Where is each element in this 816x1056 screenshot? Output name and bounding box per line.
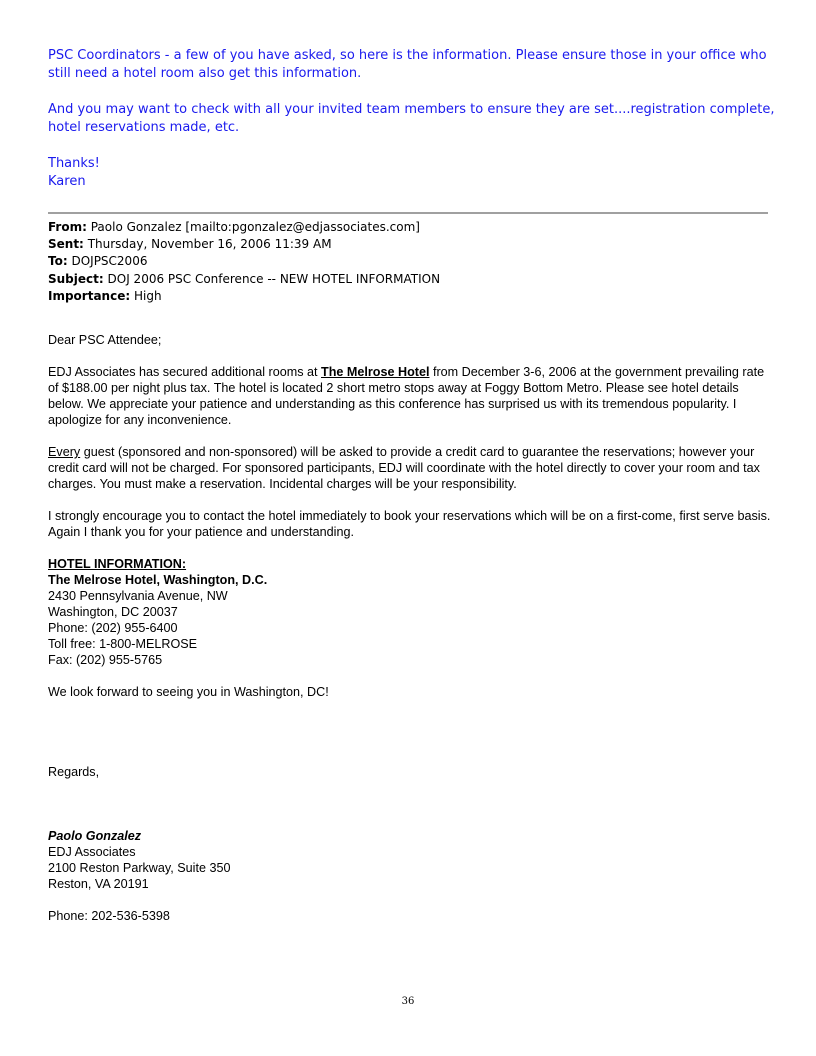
paragraph-2: Every guest (sponsored and non-sponsored) will be asked to provide a credit card to guarantee the reservations; however your credit card will not be charged. For sponsored participants, EDJ will coordinate with the hotel directly to cover your room and tax charges. You must make a reservation. Incidental charges will be your responsibility. xyxy=(48,445,760,491)
signature-phone: Phone: 202-536-5398 xyxy=(48,909,170,923)
importance-value: High xyxy=(133,288,162,303)
email-header xyxy=(48,219,768,305)
forward-thanks: Thanks! xyxy=(48,156,100,171)
hotel-name-link: The Melrose Hotel xyxy=(321,365,430,379)
subject-line xyxy=(48,271,768,288)
hotel-phone: Phone: (202) 955-6400 xyxy=(48,621,178,635)
regards: Regards, xyxy=(48,765,100,779)
subject-value: DOJ 2006 PSC Conference -- NEW HOTEL INFORMATION xyxy=(107,271,441,286)
paragraph-3: I strongly encourage you to contact the hotel immediately to book your reservations which will be on a first-come, first serve basis. Again I thank you for your patience and understanding. xyxy=(48,509,771,539)
signature-name: Paolo Gonzalez xyxy=(48,829,142,843)
hotel-address-1: 2430 Pennsylvania Avenue, NW xyxy=(48,589,228,603)
sent-label: Sent: xyxy=(48,237,84,252)
from-value: Paolo Gonzalez [mailto:pgonzalez@edjassociates.com] xyxy=(90,220,420,234)
forward-note xyxy=(48,47,778,191)
greeting: Dear PSC Attendee; xyxy=(48,333,162,347)
divider xyxy=(48,212,768,214)
sent-value: Thursday, November 16, 2006 11:39 AM xyxy=(87,237,332,252)
email-body xyxy=(48,332,773,924)
hotel-fax: Fax: (202) 955-5765 xyxy=(48,653,163,667)
forward-paragraph-1: PSC Coordinators - a few of you have asked, so here is the information. Please ensure those in your office who still need a hotel room also get this information. xyxy=(48,48,767,81)
hotel-tollfree: Toll free: 1-800-MELROSE xyxy=(48,637,198,651)
signature-address-2: Reston, VA 20191 xyxy=(48,877,149,891)
importance-line xyxy=(48,288,768,305)
to-label: To: xyxy=(48,254,68,269)
forward-signature: Karen xyxy=(48,174,86,189)
importance-label: Importance: xyxy=(48,288,131,303)
paragraph-1: EDJ Associates has secured additional rooms at The Melrose Hotel from December 3-6, 2006 at the government prevailing rate of $188.00 per night plus tax. The hotel is located 2 short metro stops away at Foggy Bottom Metro. Please see hotel details below. We appreciate your patience and understanding as this conference has surprised us with its tremendous popularity. I apologize for any inconvenience. xyxy=(48,365,765,427)
to-line xyxy=(48,253,768,270)
page-number: 36 xyxy=(401,996,415,1007)
from-label: From: xyxy=(48,220,87,234)
from-line xyxy=(48,219,768,236)
to-value: DOJPSC2006 xyxy=(71,254,148,269)
hotel-name: The Melrose Hotel, Washington, D.C. xyxy=(48,573,268,587)
signature-company: EDJ Associates xyxy=(48,845,136,859)
subject-label: Subject: xyxy=(48,271,104,286)
forward-paragraph-2: And you may want to check with all your invited team members to ensure they are set....registration complete, hotel reservations made, etc. xyxy=(48,102,775,135)
signature-address-1: 2100 Reston Parkway, Suite 350 xyxy=(48,861,231,875)
sent-line xyxy=(48,236,768,253)
closing-line: We look forward to seeing you in Washington, DC! xyxy=(48,685,329,699)
hotel-info-heading: HOTEL INFORMATION: xyxy=(48,557,187,571)
hotel-address-2: Washington, DC 20037 xyxy=(48,605,178,619)
